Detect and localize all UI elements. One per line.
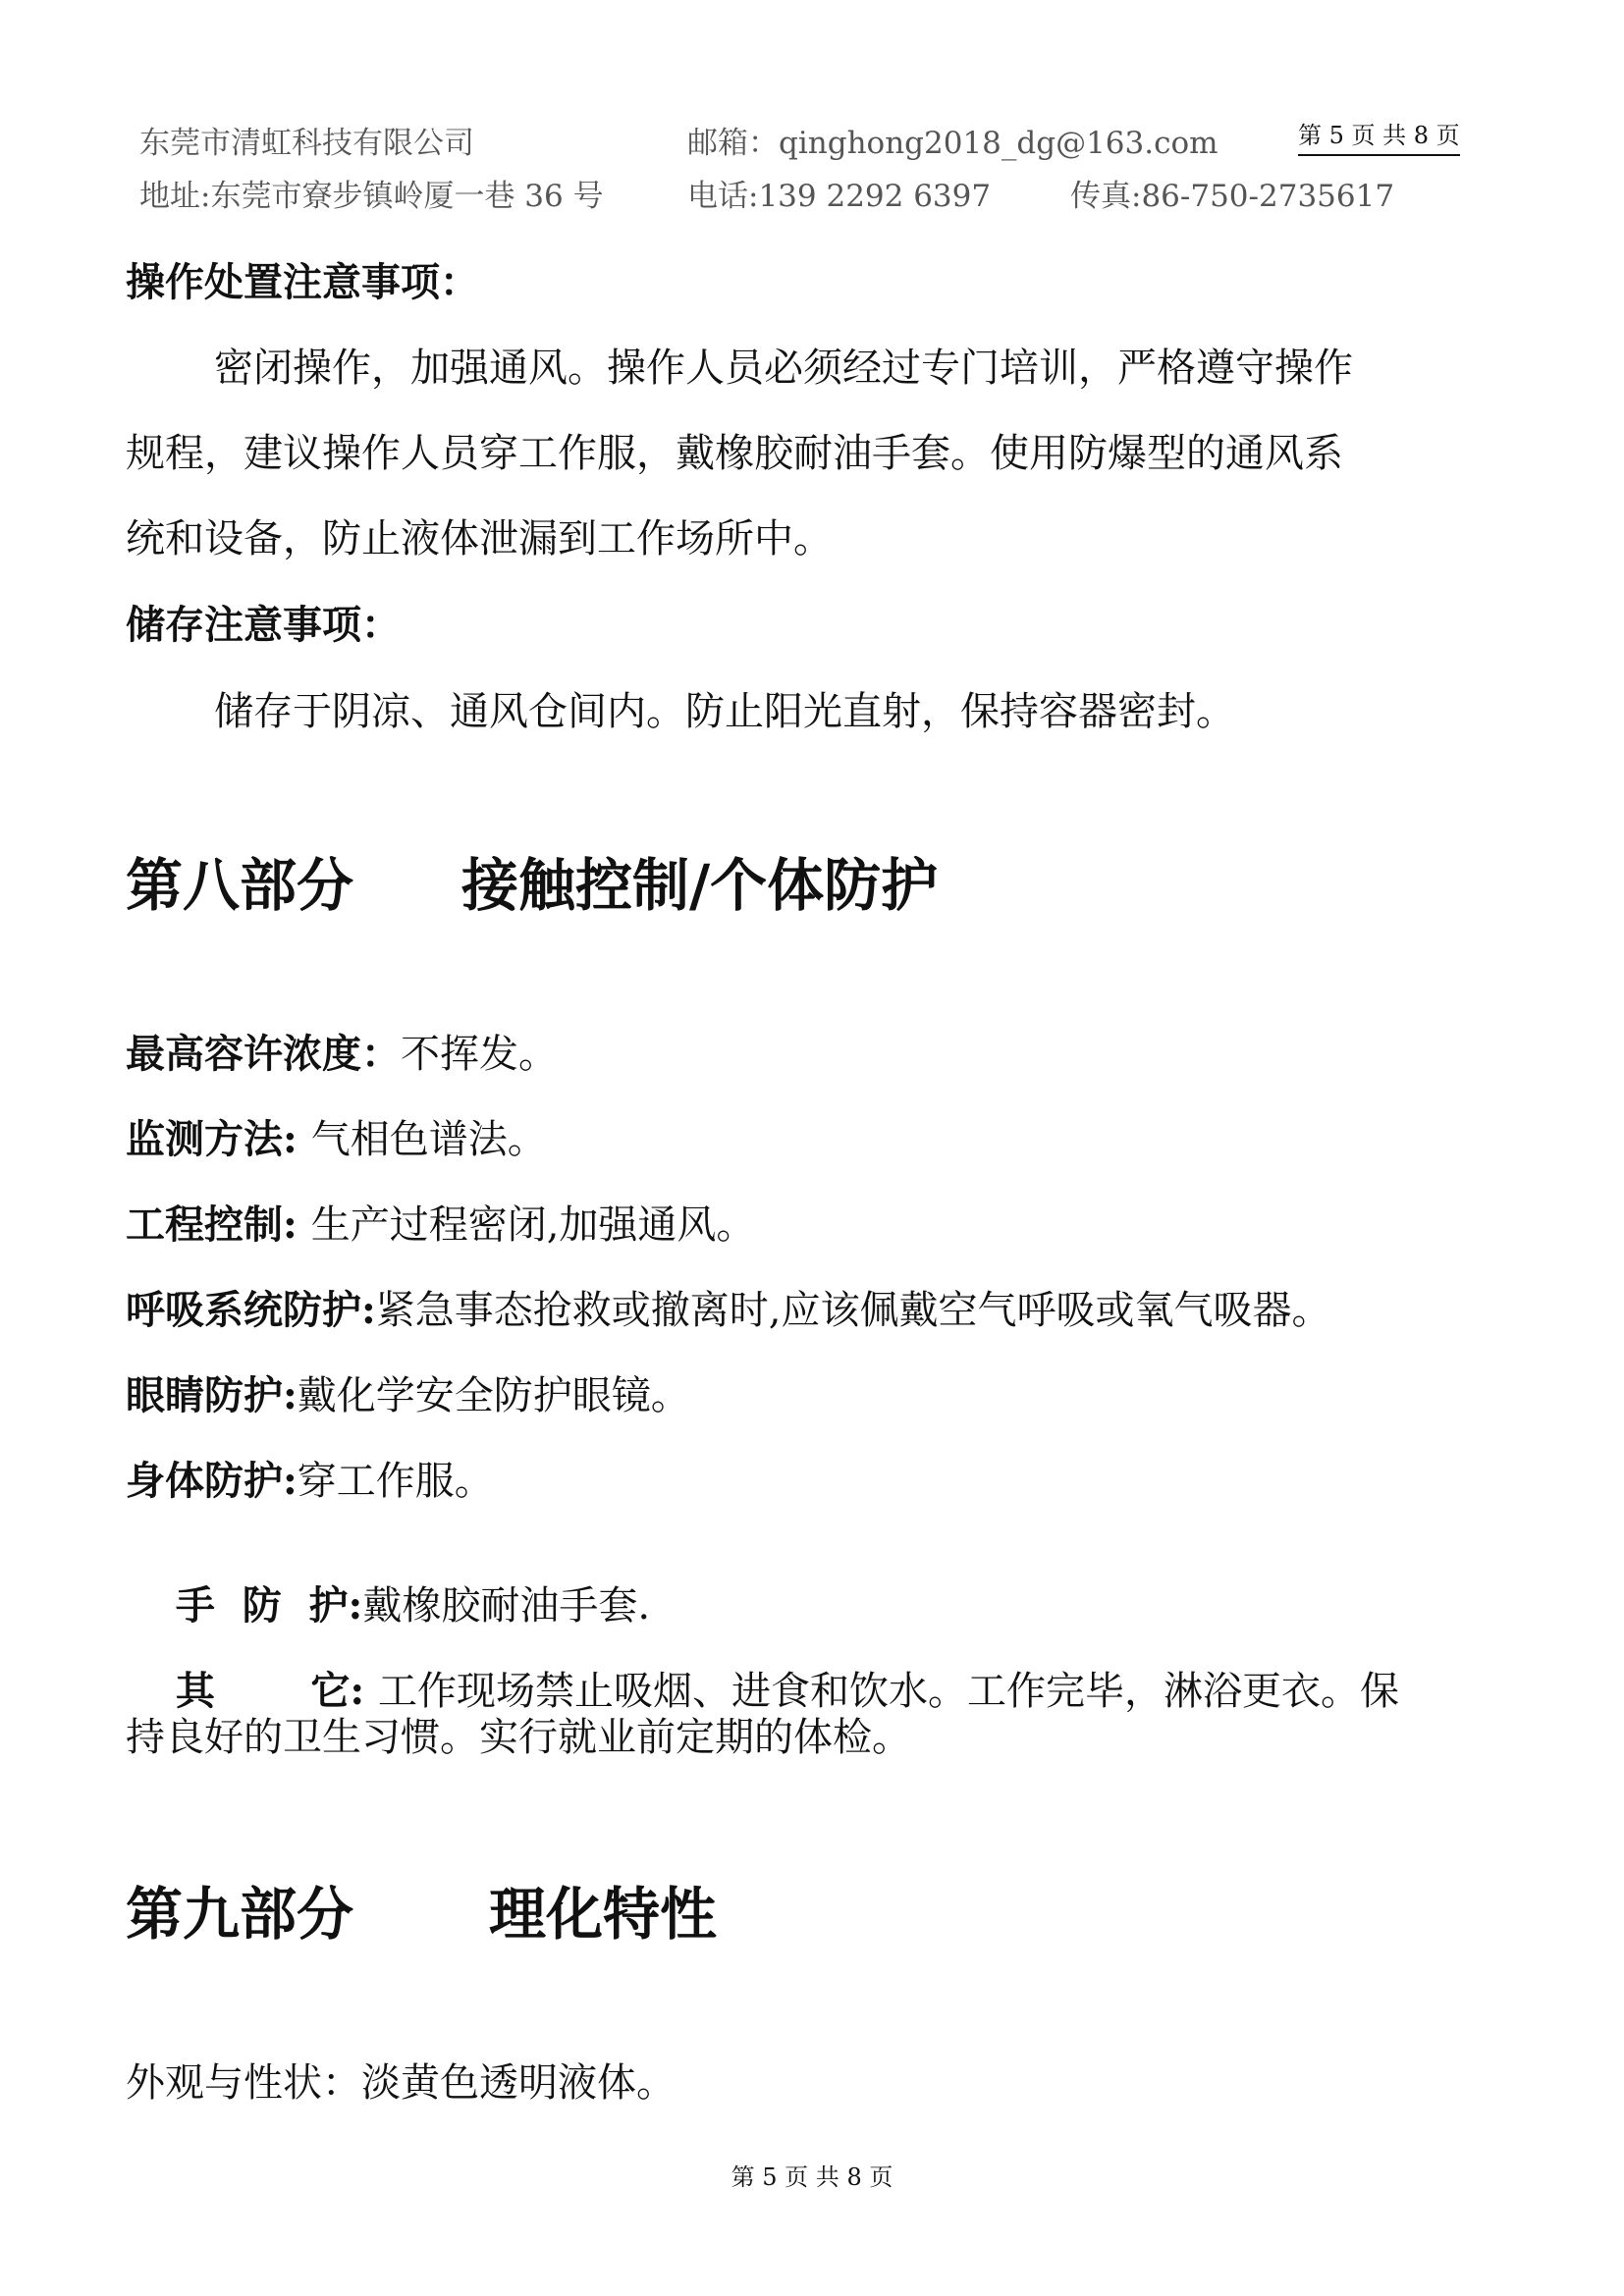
- handling-title: 操作处置注意事项：: [126, 259, 479, 305]
- footer-page-number: 第 5 页 共 8 页: [731, 2163, 893, 2191]
- item-monitoring-method: [126, 1116, 547, 1162]
- header-fax: 传真:86-750-2735617: [1070, 179, 1395, 214]
- appearance-text: 外观与性状：淡黄色透明液体。: [126, 2060, 676, 2106]
- item-label: 监测方法:: [126, 1116, 311, 1162]
- item-max-concentration: [126, 1031, 558, 1077]
- header-email: 邮箱：qinghong2018_dg@163.com: [687, 126, 1218, 161]
- item-label: 呼吸系统防护:: [126, 1287, 376, 1333]
- item-value: 戴橡胶耐油手套.: [362, 1583, 651, 1629]
- handling-line-1: 密闭操作，加强通风。操作人员必须经过专门培训，严格遵守操作: [214, 346, 1353, 391]
- item-label: 身体防护:: [126, 1458, 298, 1504]
- item-value: 生产过程密闭,加强通风。: [310, 1202, 756, 1248]
- item-label: 工程控制:: [126, 1201, 311, 1248]
- item-value: 穿工作服。: [297, 1459, 494, 1504]
- item-other-continued: 持良好的卫生习惯。实行就业前定期的体检。: [126, 1715, 911, 1760]
- handling-line-3: 统和设备，防止液体泄漏到工作场所中。: [126, 516, 833, 561]
- item-respiratory-protection: [126, 1287, 1331, 1333]
- handling-line-2: 规程，建议操作人员穿工作服，戴橡胶耐油手套。使用防爆型的通风系: [126, 431, 1343, 476]
- section8-number: 第八部分: [126, 852, 354, 919]
- item-value: 戴化学安全防护眼镜。: [297, 1373, 690, 1418]
- item-value: 紧急事态抢救或撤离时,应该佩戴空气呼吸或氧气吸器。: [375, 1288, 1331, 1333]
- section8-title: 接触控制/个体防护: [461, 852, 939, 919]
- storage-text: 储存于阴凉、通风仓间内。防止阳光直射，保持容器密封。: [214, 689, 1235, 734]
- section9-number: 第九部分: [126, 1881, 354, 1948]
- item-value: 气相色谱法。: [310, 1117, 547, 1162]
- item-label: 眼睛防护:: [126, 1372, 298, 1418]
- header-page-number: 第 5 页 共 8 页: [1298, 116, 1460, 156]
- section9-title: 理化特性: [489, 1881, 718, 1948]
- item-label: 手 防 护:: [175, 1582, 363, 1629]
- item-value: 工作现场禁止吸烟、进食和饮水。工作完毕，淋浴更衣。保: [378, 1669, 1400, 1714]
- item-eye-protection: [126, 1372, 690, 1418]
- header-address: 地址:东莞市寮步镇岭厦一巷 36 号: [139, 179, 604, 214]
- header-company: 东莞市清虹科技有限公司: [139, 126, 474, 161]
- item-engineering-control: [126, 1201, 756, 1248]
- storage-title: 储存注意事项：: [126, 602, 401, 648]
- header-phone: 电话:139 2292 6397: [687, 179, 992, 214]
- item-value: 不挥发。: [401, 1032, 558, 1077]
- item-label: 最高容许浓度：: [126, 1031, 401, 1077]
- item-body-protection: [126, 1458, 494, 1504]
- item-label: 其 它:: [175, 1668, 379, 1714]
